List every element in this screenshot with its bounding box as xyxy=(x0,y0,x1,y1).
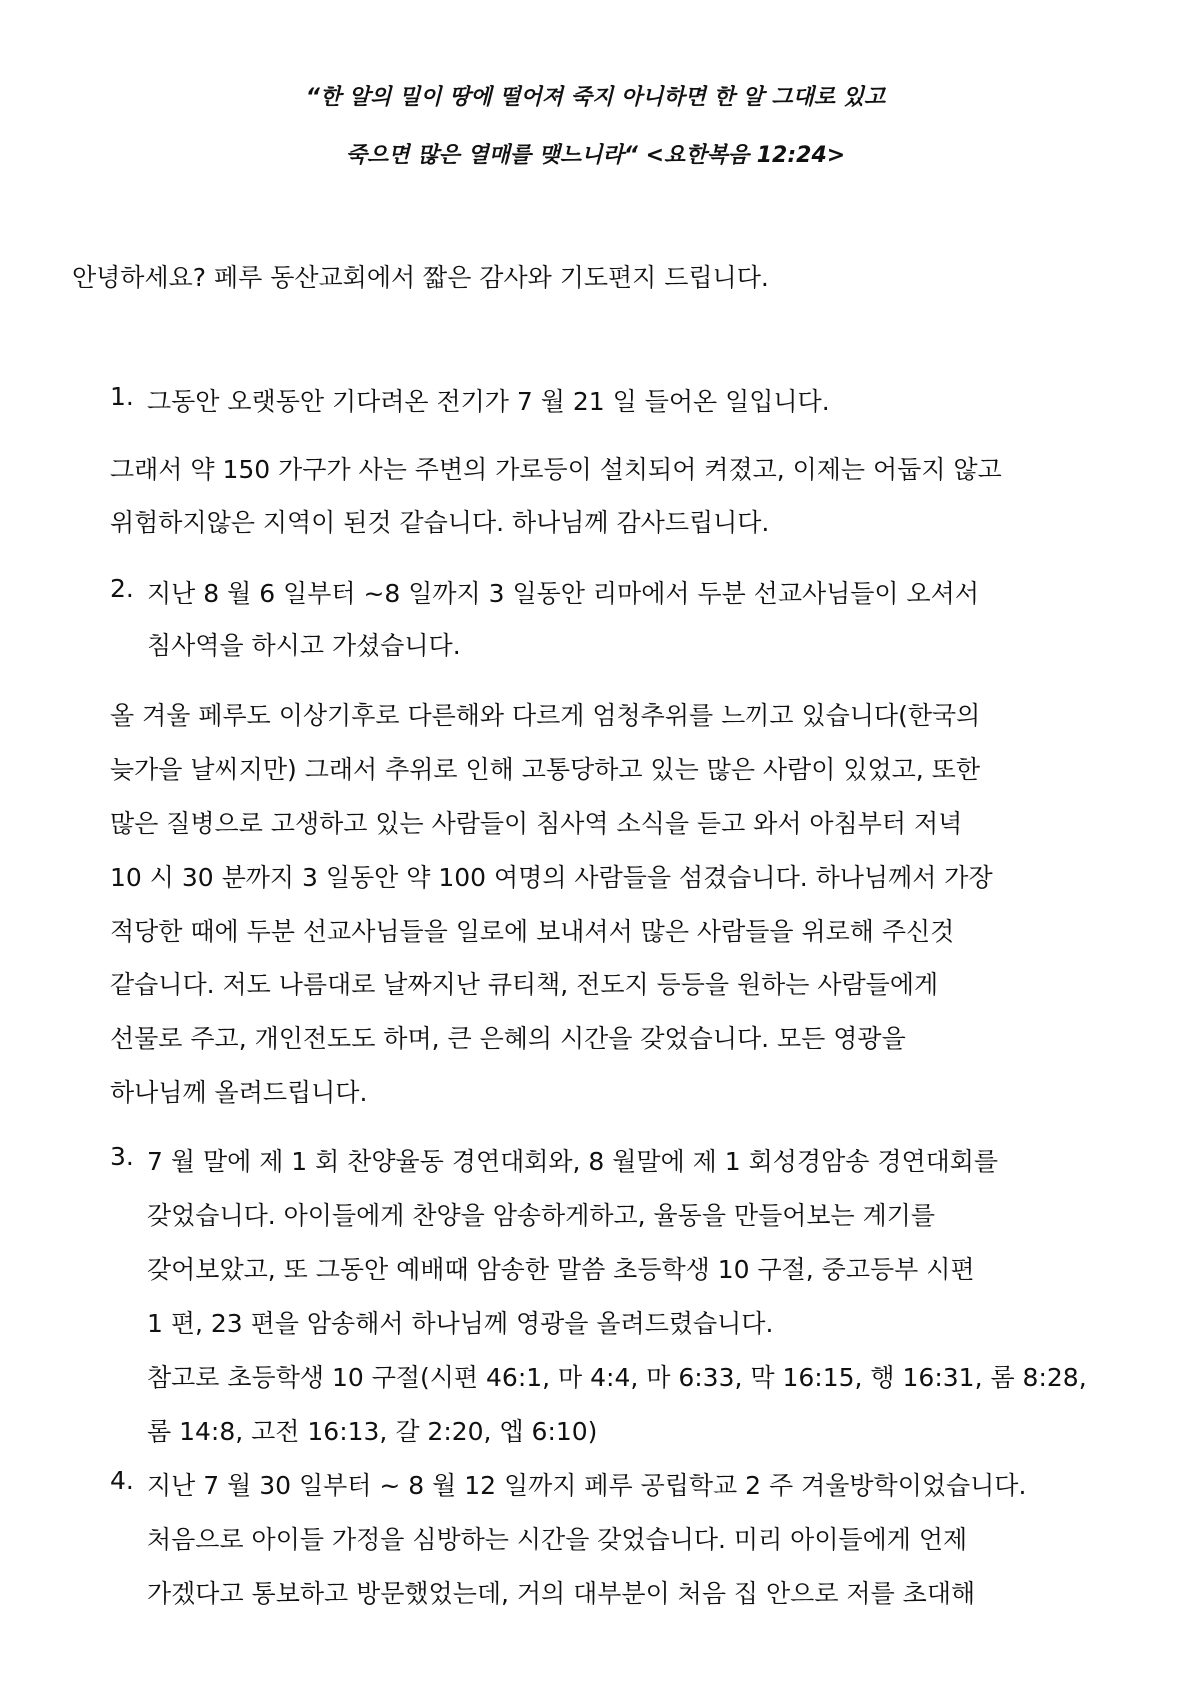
item-3-number: 3. xyxy=(110,1142,134,1171)
item-3-line: 롬 14:8, 고전 16:13, 갈 2:20, 엡 6:10) xyxy=(147,1417,598,1446)
item-2-followup-line: 같습니다. 저도 나름대로 날짜지난 큐티책, 전도지 등등을 원하는 사람들에게 xyxy=(110,970,939,999)
item-4-line: 처음으로 아이들 가정을 심방하는 시간을 갖었습니다. 미리 아이들에게 언제 xyxy=(147,1525,968,1554)
item-2-followup-line: 적당한 때에 두분 선교사님들을 일로에 보내셔서 많은 사람들을 위로해 주신것 xyxy=(110,917,955,946)
item-2-line: 지난 8 월 6 일부터 ~8 일까지 3 일동안 리마에서 두분 선교사님들이 오셔서 xyxy=(147,579,979,608)
item-1-number: 1. xyxy=(110,382,134,411)
item-3-line: 1 편, 23 편을 암송해서 하나님께 영광을 올려드렸습니다. xyxy=(147,1309,774,1338)
item-4-line: 지난 7 월 30 일부터 ~ 8 월 12 일까지 페루 공립학교 2 주 겨울방학이었습니다. xyxy=(147,1471,1027,1500)
item-4-line: 가겠다고 통보하고 방문했었는데, 거의 대부분이 처음 집 안으로 저를 초대해 xyxy=(147,1579,976,1608)
item-1-line: 그동안 오랫동안 기다려온 전기가 7 월 21 일 들어온 일입니다. xyxy=(147,387,830,416)
item-2-followup-line: 많은 질병으로 고생하고 있는 사람들이 침사역 소식을 듣고 와서 아침부터 저녁 xyxy=(110,809,963,838)
epigraph-line-2: 죽으면 많은 열매를 맺느니라“ <요한복음 12:24> xyxy=(345,143,846,168)
item-3-line: 7 월 말에 제 1 회 찬양율동 경연대회와, 8 월말에 제 1 회성경암송 경연대회를 xyxy=(147,1147,999,1176)
item-1-followup-line: 그래서 약 150 가구가 사는 주변의 가로등이 설치되어 켜졌고, 이제는 어둡지 않고 xyxy=(110,455,1002,484)
item-4-number: 4. xyxy=(110,1466,134,1495)
item-2-followup-line: 하나님께 올려드립니다. xyxy=(110,1078,368,1107)
greeting: 안녕하세요? 페루 동산교회에서 짧은 감사와 기도편지 드립니다. xyxy=(72,263,769,292)
epigraph-line-1: “한 알의 밀이 땅에 떨어져 죽지 아니하면 한 알 그대로 있고 xyxy=(305,85,886,110)
item-2-followup-line: 늦가을 날씨지만) 그래서 추위로 인해 고통당하고 있는 많은 사람이 있었고, 또한 xyxy=(110,755,980,784)
item-2-followup-line: 10 시 30 분까지 3 일동안 약 100 여명의 사람들을 섬겼습니다. 하나님께서 가장 xyxy=(110,863,993,892)
item-2-number: 2. xyxy=(110,574,134,603)
item-3-line: 갖었습니다. 아이들에게 찬양을 암송하게하고, 율동을 만들어보는 계기를 xyxy=(147,1201,936,1230)
item-2-line: 침사역을 하시고 가셨습니다. xyxy=(147,631,461,660)
item-2-followup-line: 올 겨울 페루도 이상기후로 다른해와 다르게 엄청추위를 느끼고 있습니다(한국의 xyxy=(110,701,981,730)
item-3-line: 갖어보았고, 또 그동안 예배때 암송한 말씀 초등학생 10 구절, 중고등부 시편 xyxy=(147,1255,975,1284)
item-1-followup-line: 위험하지않은 지역이 된것 같습니다. 하나님께 감사드립니다. xyxy=(110,508,770,537)
item-2-followup-line: 선물로 주고, 개인전도도 하며, 큰 은혜의 시간을 갖었습니다. 모든 영광을 xyxy=(110,1024,906,1053)
item-3-line: 참고로 초등학생 10 구절(시편 46:1, 마 4:4, 마 6:33, 막 16:15, 행 16:31, 롬 8:28, xyxy=(147,1363,1087,1392)
